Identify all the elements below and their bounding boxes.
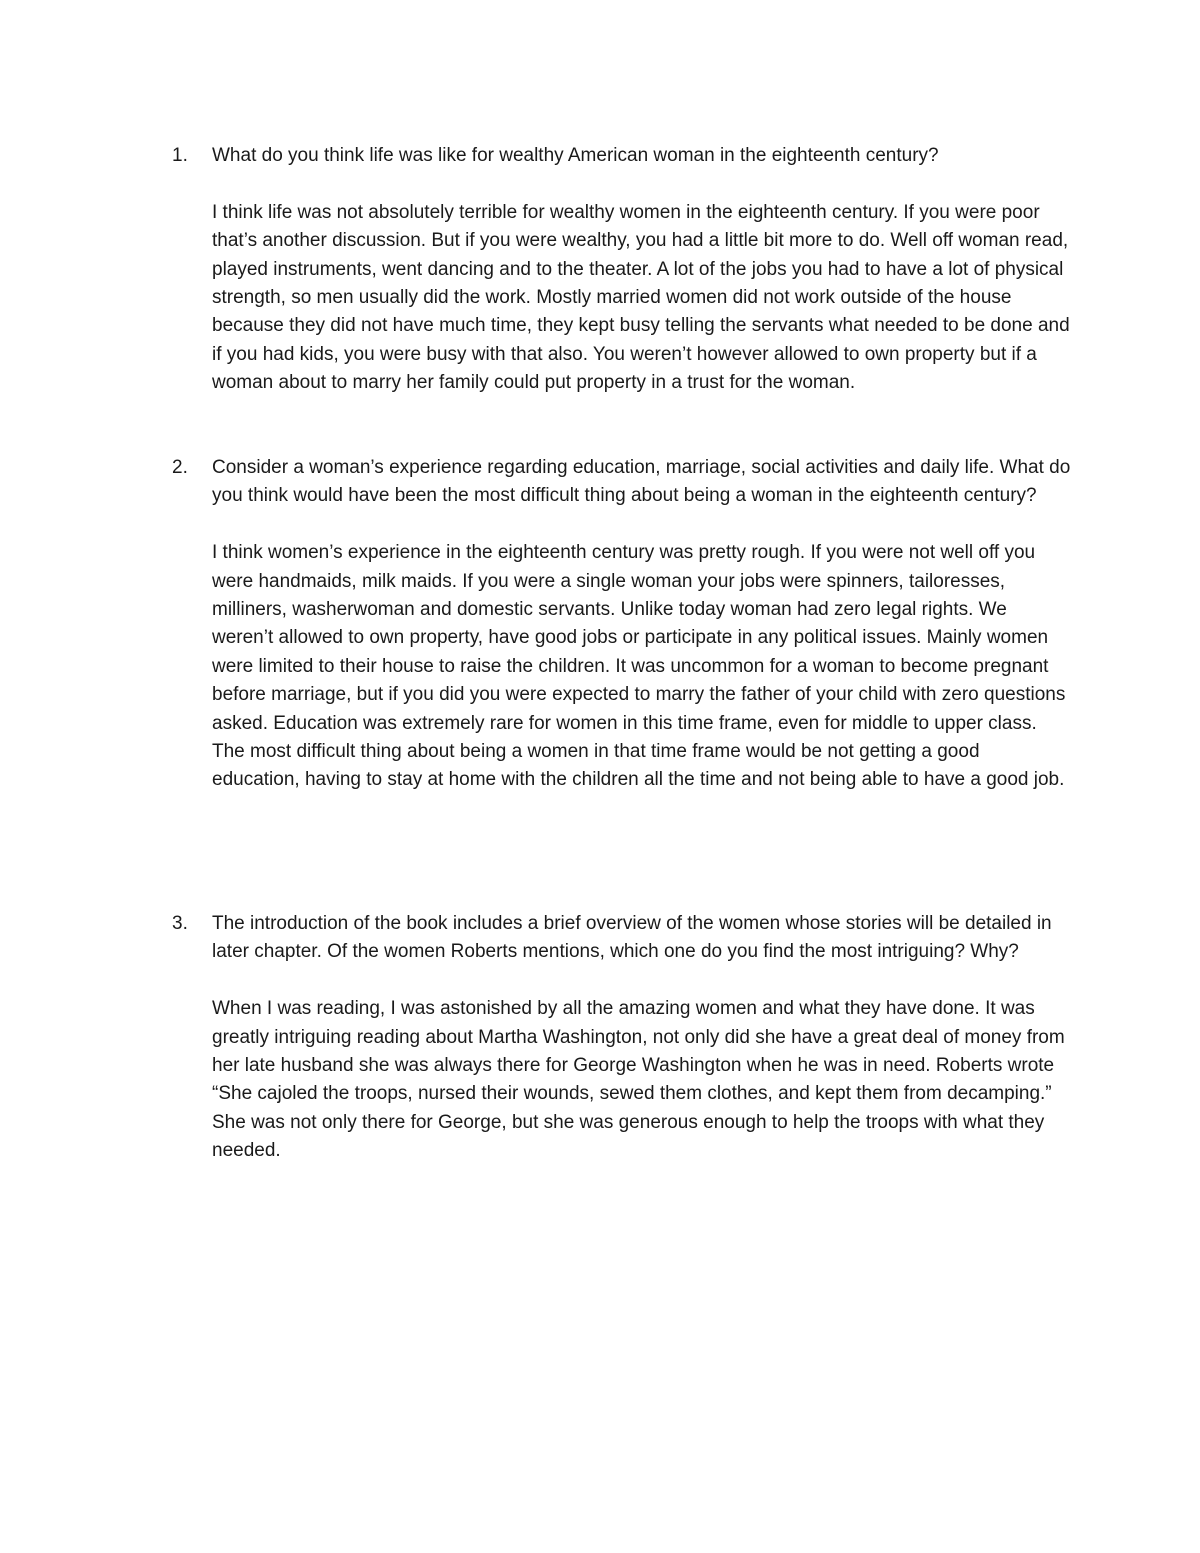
question-text: What do you think life was like for wealthy American woman in the eighteenth century? [212,145,939,166]
answer-text: I think life was not absolutely terrible for wealthy women in the eighteenth century. If you were poor that’s another discussion. But if you were wealthy, you had a little bit more to do. Well off woman read, played instruments, went dancing and to the theater. A lot of the jobs you had to have a lot of physical strength, so men usually did the work. Mostly married women did not work outside of the house because they did not have much time, they kept busy telling the servants what needed to be done and if you had kids, you were busy with that also. You weren’t however allowed to own property but if a woman about to marry her family could put property in a trust for the woman. [212,201,1070,394]
question-item-2 [172,454,1072,795]
question-item-1 [172,142,1072,398]
question-item-3 [172,910,1072,1166]
question-text: The introduction of the book includes a brief overview of the women whose stories will be detailed in later chapter. Of the women Roberts mentions, which one do you find the most intriguing? Why? [212,913,1052,963]
answer-text: I think women’s experience in the eighteenth century was pretty rough. If you were not well off you were handmaids, milk maids. If you were a single woman your jobs were spinners, tailoresses, milliners, washerwoman and domestic servants. Unlike today woman had zero legal rights. We weren’t allowed to own property, have good jobs or participate in any political issues. Mainly women were limited to their house to raise the children. It was uncommon for a woman to become pregnant before marriage, but if you did you were expected to marry the father of your child with zero questions asked. Education was extremely rare for women in this time frame, even for middle to upper class. The most difficult thing about being a women in that time frame would be not getting a good education, having to stay at home with the children all the time and not being able to have a good job. [212,542,1066,791]
question-body [212,454,1072,795]
question-number: 2. [172,457,188,478]
question-number: 1. [172,145,188,166]
answer-text: When I was reading, I was astonished by all the amazing women and what they have done. It was greatly intriguing reading about Martha Washington, not only did she have a great deal of money from her late husband she was always there for George Washington when he was in need. Roberts wrote “She cajoled the troops, nursed their wounds, sewed them clothes, and kept them from decamping.” She was not only there for George, but she was generous enough to help the troops with what they needed. [212,998,1065,1162]
question-body [212,910,1072,1166]
question-body [212,142,1072,398]
question-number: 3. [172,913,188,934]
question-text: Consider a woman’s experience regarding education, marriage, social activities and daily life. What do you think would have been the most difficult thing about being a woman in the eighteenth century? [212,457,1071,507]
